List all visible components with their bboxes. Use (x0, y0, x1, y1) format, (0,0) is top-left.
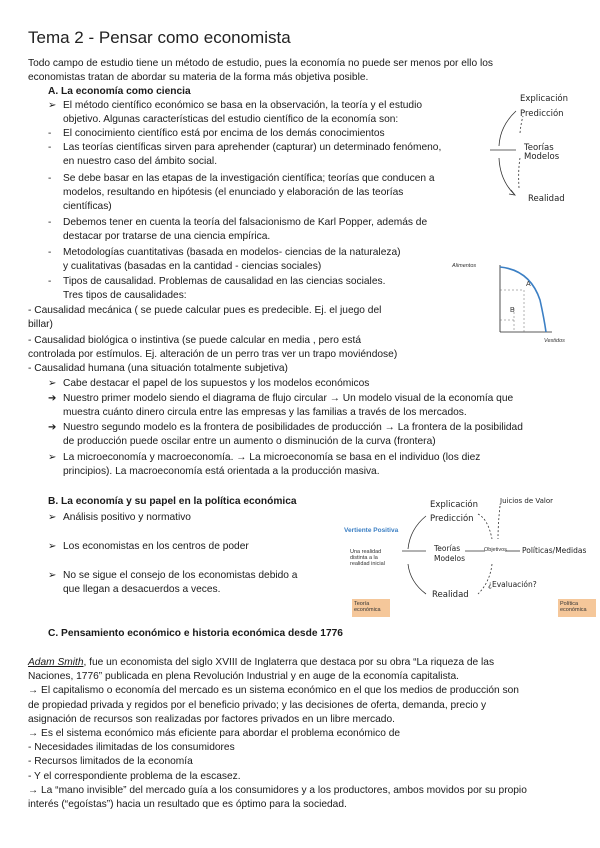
bullet-text: El conocimiento científico está por encima de los demás conocimientos (63, 128, 385, 139)
label-politicas: Políticas/Medidas (522, 546, 587, 555)
bullet-text: Cabe destacar el papel de los supuestos y los modelos económicos (63, 378, 370, 389)
arrowhead-bullet-icon: ➢ (48, 570, 57, 581)
label-explicacion: Explicación (520, 94, 569, 104)
label-evaluacion: ¿Evaluación? (488, 580, 537, 589)
point-a-label: A (526, 281, 531, 288)
label-realidad: Realidad (528, 194, 565, 204)
arrow-bullet-icon: ➔ (48, 393, 57, 404)
teoria-box: Teoría económica (352, 599, 390, 617)
y-axis-label: Alimentos (452, 263, 477, 269)
arrow-bullet-icon: ➔ (48, 422, 57, 433)
bullet-text: Nuestro segundo modelo es la frontera de posibilidades de producción → La frontera de la posibilidad de producción puede oscilar entre un aumento o disminución de la curva (frontera) (63, 422, 523, 447)
scientific-method-diagram (478, 88, 596, 210)
dash-bullet-icon: - (48, 128, 52, 139)
intro-line: Todo campo de estudio tiene un método de estudio, pues la economía no puede ser menos por ello los (28, 58, 493, 69)
bullet-text: El método científico económico se basa en la observación, la teoría y el estudio objetivo. Algunas características del estudio científico de la economía son: (63, 100, 423, 125)
section-c-heading: C. Pensamiento económico e historia económica desde 1776 (48, 628, 343, 639)
label-teorias: Teorías (524, 143, 554, 153)
dash-bullet-icon: - (48, 142, 52, 153)
bullet-text: Análisis positivo y normativo (63, 512, 191, 523)
label-juicios: Juicios de Valor (500, 497, 554, 505)
causality-item: - Causalidad mecánica ( se puede calcular pues es predecible. Ej. el juego del billar) (28, 305, 382, 330)
arrowhead-bullet-icon: ➢ (48, 452, 57, 463)
bullet-text: Metodologías cuantitativas (basada en modelos- ciencias de la naturaleza) y cualitativas (basadas en la cantidad - ciencias sociales) (63, 247, 401, 272)
bullet-text: No se sigue el consejo de los economistas debido a que llegan a desacuerdos a veces. (63, 570, 298, 595)
causality-item: - Causalidad humana (una situación totalmente subjetiva) (28, 363, 288, 374)
ppf-curve (452, 260, 598, 350)
section-b-heading: B. La economía y su papel en la política económica (48, 496, 297, 507)
dash-bullet-icon: - (48, 276, 52, 287)
arrowhead-bullet-icon: ➢ (48, 512, 57, 523)
bullet-text: Se debe basar en las etapas de la investigación científica; teorías que conducen a modelos, resultando en hipótesis (el enunciado y elaboración de las teorías científicas) (63, 173, 435, 212)
bullet-text: Las teorías científicas sirven para aprehender (capturar) un determinado fenómeno, en nuestro caso del ámbito social. (63, 142, 442, 167)
ppf-chart (452, 260, 598, 350)
bullet-text: La microeconomía y macroeconomía. → La microeconomía se basa en el individuo (los diez principios). La macroeconomía está orientada a la producción masiva. (63, 452, 481, 477)
dash-bullet-icon: - (48, 247, 52, 258)
intro-line: economistas tratan de abordar su materia de la forma más objetiva posible. (28, 72, 369, 83)
label-modelos: Modelos (524, 152, 560, 162)
label-prediccion: Predicción (430, 514, 474, 524)
bullet-text: Nuestro primer modelo siendo el diagrama de flujo circular → Un modelo visual de la economía que muestra cuánto dinero circula entre las empresas y las familias a través de los mercados. (63, 393, 514, 418)
point-b-label: B (510, 307, 515, 314)
label-vertiente: Vertiente Positiva (344, 527, 399, 534)
bullet-text: Los economistas en los centros de poder (63, 541, 249, 552)
bullet-text: Debemos tener en cuenta la teoría del falsacionismo de Karl Popper, además de destacar por tratarse de una ciencia empírica. (63, 217, 428, 242)
adam-smith-link[interactable]: Adam Smith (28, 657, 84, 668)
left-note: Una realidad distinta a la realidad inicial (350, 549, 385, 567)
label-modelos: Modelos (434, 554, 466, 563)
arrowhead-bullet-icon: ➢ (48, 541, 57, 552)
label-realidad: Realidad (432, 590, 469, 600)
section-a-heading: A. La economía como ciencia (48, 86, 191, 97)
label-prediccion: Predicción (520, 109, 564, 119)
dash-bullet-icon: - (48, 173, 52, 184)
label-objetivos: Objetivos (484, 547, 507, 553)
bullet-text: Tipos de causalidad. Problemas de causalidad en las ciencias sociales. Tres tipos de causalidades: (63, 276, 386, 301)
label-teorias: Teorías (434, 544, 461, 553)
label-explicacion: Explicación (430, 500, 479, 510)
causality-item: - Causalidad biológica o instintiva (se puede calcular en media , pero está controlada por estímulos. Ej. alteración de un perro tras ver un trapo moviéndose) (28, 335, 398, 360)
arrowhead-bullet-icon: ➢ (48, 378, 57, 389)
section-c-paragraph: Adam Smith, fue un economista del siglo XVIII de Inglaterra que destaca por su obra “La riqueza de las Naciones, 1776” publicada en plena Revolución Industrial y en auge de la economía capitalista. → El capitalismo o economía del mercado es un sistema económico en el que los medios de producción son de propiedad privada y regidos por el beneficio privado; y las decisiones de oferta, demanda, precio y asignación de recursos son realizadas por factores privados en un libre mercado. → Es el sistema económico más eficiente para abordar el problema económico de - Necesidades ilimitadas de los consumidores - Recursos limitados de la economía - Y el correspondiente problema de la escasez. → La “mano invisible” del mercado guía a los consumidores y a los productores, ambos movidos por su propio interés (“egoístas”) hacia un resultado que es óptimo para la sociedad. (28, 657, 527, 811)
economic-policy-diagram (340, 494, 598, 618)
x-axis-label: Vestidos (544, 338, 565, 344)
arrowhead-bullet-icon: ➢ (48, 100, 57, 111)
intro-paragraph (28, 57, 493, 85)
dash-bullet-icon: - (48, 217, 52, 228)
politica-box: Política económica (558, 599, 596, 617)
page-title: Tema 2 - Pensar como economista (28, 28, 291, 47)
